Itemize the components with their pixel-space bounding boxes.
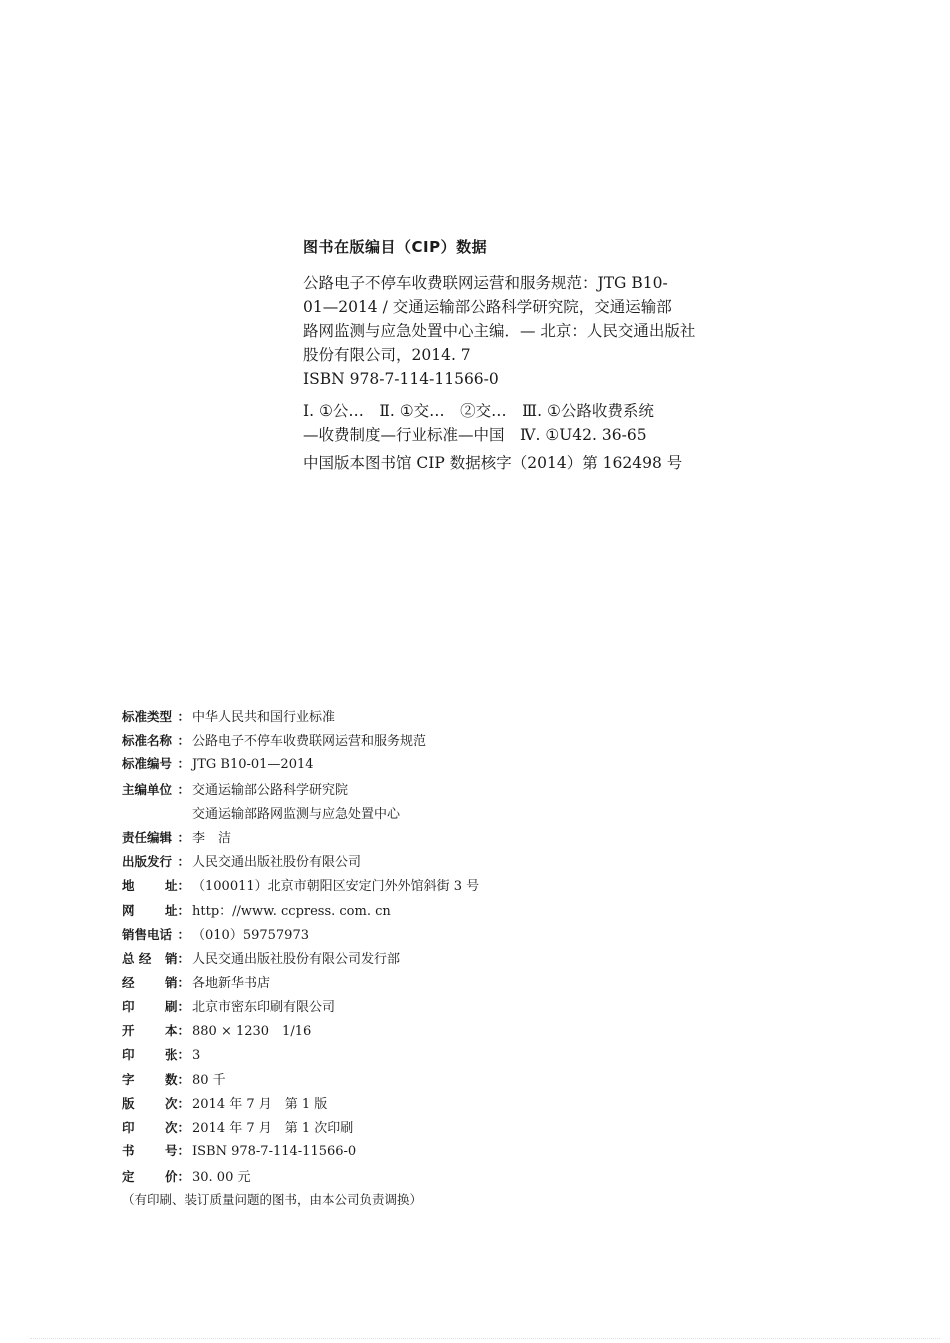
info-label-tail [177,754,190,772]
cip-line-record-number: 中国版本图书馆 CIP 数据核字（2014）第 162498 号 [303,454,683,472]
info-label-colon: ： [177,975,190,991]
info-label-colon: ： [177,733,190,749]
info-value: 2014 年 7 月 第 1 版 [192,1097,328,1112]
info-row [122,1166,682,1190]
info-label [122,1094,190,1112]
info-label [122,731,190,749]
info-label-text: 书 [122,1143,135,1159]
info-row [122,900,682,924]
info-label [122,901,190,919]
cip-heading: 图书在版编目（CIP）数据 [303,238,488,256]
info-value: 3 [192,1047,201,1063]
info-label-tail [177,852,190,870]
info-label [122,1021,190,1039]
info-label-tail [165,1070,190,1088]
cip-line-title-3: 路网监测与应急处置中心主编．— 北京：人民交通出版社 [303,322,696,340]
info-value: 李 洁 [192,830,232,846]
info-row [122,1093,682,1117]
cip-line-title-1: 公路电子不停车收费联网运营和服务规范：JTG B10- [303,274,668,292]
info-label-tail [177,780,190,798]
info-label-text: 主编单位 [122,781,173,797]
info-label-text-end: 张 [164,1046,178,1062]
info-label [122,1118,190,1136]
info-row [122,779,682,803]
publication-info [122,706,682,1214]
info-label [122,707,190,725]
info-value: 人民交通出版社股份有限公司 [192,855,362,871]
info-label-text: 开 [122,1023,135,1039]
info-label-tail [165,1118,190,1136]
info-row [122,972,682,996]
info-value: 交通运输部路网监测与应急处置中心 [192,806,401,822]
quality-note: （有印刷、装订质量问题的图书，由本公司负责调换） [122,1191,423,1207]
info-value: 80 千 [192,1072,226,1088]
info-row [122,803,682,827]
info-value: 交通运输部公路科学研究院 [192,782,349,798]
info-label-colon: ： [177,1096,190,1111]
info-label-tail [165,1045,190,1063]
cip-line-title-2: 01—2014 / 交通运输部公路科学研究院，交通运输部 [303,298,672,316]
info-label [122,754,190,772]
info-label-colon: ： [177,1120,190,1136]
info-label-text: 出版发行 [122,854,173,870]
info-label-tail [165,973,190,991]
info-label-colon: ： [177,1046,190,1062]
info-label-colon: ： [177,1168,190,1184]
info-label [122,925,190,943]
info-label-colon: ： [177,1071,190,1087]
info-label-text-end: 刷 [164,999,178,1015]
info-label-colon: ： [177,878,190,894]
info-label-text: 标准编号 [122,756,173,772]
info-value: 北京市密东印刷有限公司 [192,1000,336,1016]
info-label-colon: ： [177,926,190,942]
info-label [122,780,190,798]
info-label-text: 标准类型 [122,709,173,724]
info-value: JTG B10-01—2014 [192,757,314,773]
info-value: ISBN 978-7-114-11566-0 [192,1144,357,1160]
info-label [122,1141,190,1159]
info-label-tail [165,1141,190,1159]
info-label-colon: ： [177,709,190,724]
info-label [122,828,190,846]
info-label-tail [177,731,190,749]
info-label-text: 字 [122,1071,135,1087]
info-label-tail [177,925,190,943]
info-label-text-end: 址 [164,878,178,894]
info-label-tail [165,901,190,919]
info-value: 中华人民共和国行业标准 [192,710,336,725]
info-value: 各地新华书店 [192,976,271,992]
info-label [122,852,190,870]
info-label-text: 责任编辑 [122,829,173,845]
info-label-text-end: 次 [164,1096,178,1111]
info-label-text-end: 销 [164,950,178,966]
info-label-colon: ： [177,1143,190,1159]
info-label-tail [165,1167,190,1185]
info-label [122,1045,190,1063]
info-value: 公路电子不停车收费联网运营和服务规范 [192,734,427,750]
cip-block [303,236,723,475]
info-label-tail [165,997,190,1015]
cip-line-title-4: 股份有限公司，2014. 7 [303,346,471,364]
info-label-text: 经 [122,975,135,991]
info-label-text-end: 数 [164,1071,178,1087]
info-label-colon: ： [177,1023,190,1039]
info-label-tail [177,707,190,725]
info-label-text-end: 本 [164,1023,178,1039]
info-row [122,1020,682,1044]
info-label-text-end: 址 [164,902,178,918]
info-label-text: 标准名称 [122,733,173,749]
info-value: 2014 年 7 月 第 1 次印刷 [192,1121,354,1137]
info-value: 880 × 1230 1/16 [192,1024,312,1040]
info-label-tail [165,1094,190,1112]
info-label-colon: ： [177,902,190,918]
info-label-text-end: 次 [164,1120,178,1136]
info-label-text-end: 销 [164,975,178,991]
info-value: （100011）北京市朝阳区安定门外外馆斜街 3 号 [192,879,480,895]
info-value: 人民交通出版社股份有限公司发行部 [192,951,401,967]
info-label-text: 定 [122,1168,135,1184]
info-label-text: 印 [122,1046,135,1062]
info-label-text: 印 [122,999,135,1015]
info-row [122,1069,682,1093]
info-row [122,827,682,851]
info-row [122,730,682,754]
cip-line-isbn: ISBN 978-7-114-11566-0 [303,370,499,388]
info-label [122,1070,190,1088]
info-label-text: 版 [122,1096,135,1111]
info-row [122,754,682,778]
info-label-tail [177,828,190,846]
cip-line-classification-1: Ⅰ. ①公… Ⅱ. ①交… ②交… Ⅲ. ①公路收费系统 [303,402,654,420]
info-label-colon: ： [177,756,190,772]
info-row [122,996,682,1020]
info-label-colon: ： [177,854,190,870]
info-row [122,851,682,875]
cip-line-classification-2: —收费制度—行业标准—中国 Ⅳ. ①U42. 36-65 [303,426,647,444]
info-label-tail [165,949,190,967]
info-value: 30. 00 元 [192,1169,251,1185]
info-row [122,924,682,948]
info-row [122,1141,682,1165]
info-label-text-end: 价 [164,1168,178,1184]
info-value: （010）59757973 [192,927,309,943]
info-label [122,876,190,894]
info-label [122,973,190,991]
info-label-colon: ： [177,829,190,845]
info-label-colon: ： [177,781,190,797]
info-label [122,949,190,967]
info-label-text-end: 号 [164,1143,178,1159]
info-label-text: 地 [122,878,135,894]
info-label-tail [165,876,190,894]
info-row [122,875,682,899]
info-row [122,1045,682,1069]
info-row [122,1117,682,1141]
info-label-text: 销售电话 [122,926,173,942]
info-label [122,997,190,1015]
info-label-text: 网 [122,902,135,918]
info-label-text: 总 经 [122,950,152,966]
info-label-tail [165,1021,190,1039]
info-value: http：//www. ccpress. com. cn [192,903,391,919]
info-row [122,948,682,972]
info-label-text: 印 [122,1120,135,1136]
info-label-colon: ： [177,950,190,966]
info-label-colon: ： [177,999,190,1015]
bottom-divider [30,1338,940,1339]
info-label [122,1167,190,1185]
info-row [122,706,682,730]
